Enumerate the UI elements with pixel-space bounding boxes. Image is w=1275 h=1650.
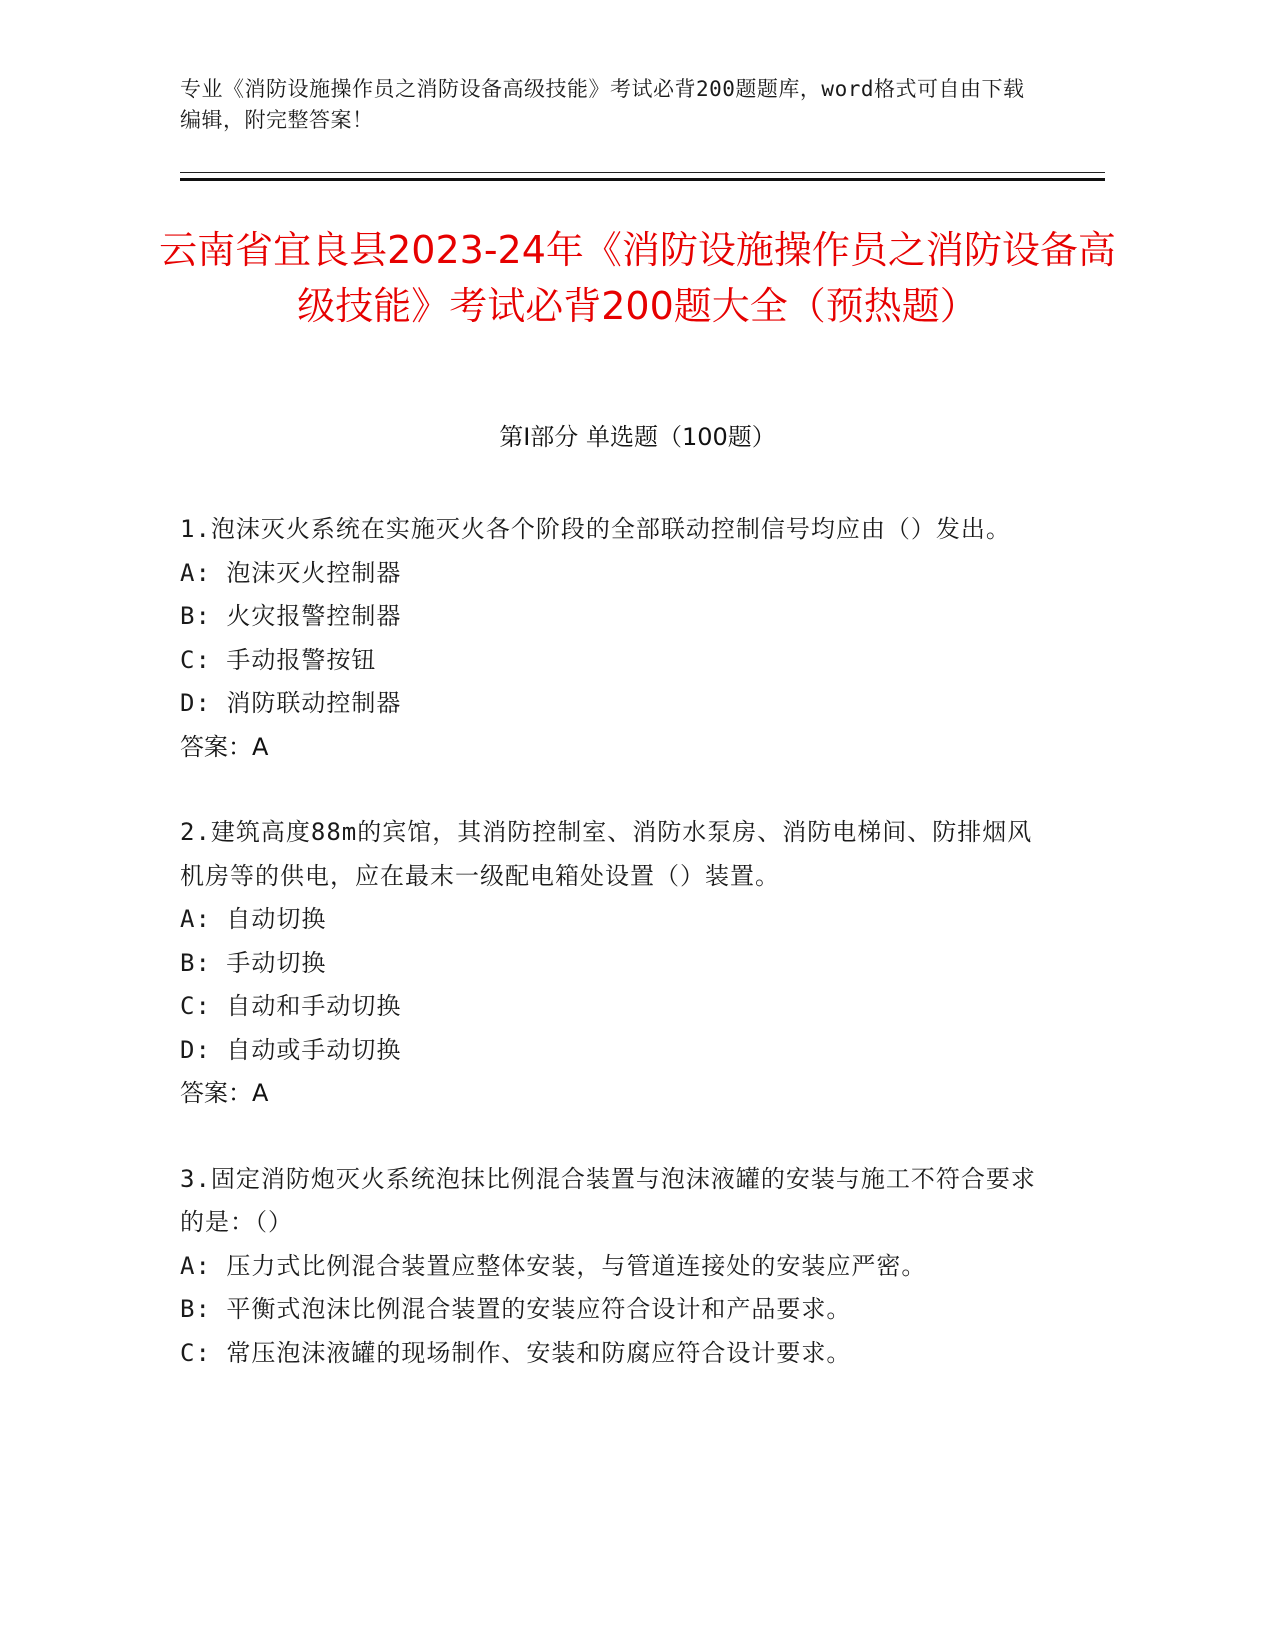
header-divider-thick — [180, 178, 1105, 181]
document-title: 云南省宜良县2023-24年《消防设施操作员之消防设备高级技能》考试必背200题大全（预热题） — [159, 228, 1116, 328]
answer-option: C: 手动报警按钮 — [180, 645, 377, 674]
answer-option: A: 自动切换 — [180, 905, 327, 933]
question-stem: 2.建筑高度88m的宾馆，其消防控制室、消防水泵房、消防电梯间、防排烟风机房等的供电，应在最末一级配电箱处设置（）装置。 — [180, 818, 1033, 890]
answer-option: A: 泡沫灭火控制器 — [180, 558, 402, 587]
question-block — [180, 508, 1040, 769]
answer-key: 答案：A — [180, 1079, 269, 1107]
question-stem: 3.固定消防炮灭火系统泡抹比例混合装置与泡沫液罐的安装与施工不符合要求的是：（） — [180, 1164, 1036, 1236]
answer-option: C: 常压泡沫液罐的现场制作、安装和防腐应符合设计要求。 — [180, 1338, 852, 1367]
answer-option: C: 自动和手动切换 — [180, 992, 402, 1020]
question-stem: 1.泡沫灭火系统在实施灭火各个阶段的全部联动控制信号均应由（）发出。 — [180, 515, 1011, 543]
question-block — [180, 811, 1040, 1116]
answer-key: 答案：A — [180, 732, 269, 761]
answer-option: D: 消防联动控制器 — [180, 689, 402, 717]
answer-option: B: 火灾报警控制器 — [180, 602, 402, 630]
question-block — [180, 1158, 1040, 1376]
answer-option: D: 自动或手动切换 — [180, 1035, 402, 1064]
answer-option: B: 平衡式泡沫比例混合装置的安装应符合设计和产品要求。 — [180, 1295, 852, 1323]
answer-option: A: 压力式比例混合装置应整体安装，与管道连接处的安装应严密。 — [180, 1251, 927, 1280]
question-list — [180, 508, 1040, 1417]
section-title: 第I部分 单选题（100题） — [499, 423, 776, 451]
answer-option: B: 手动切换 — [180, 948, 327, 977]
intro-text: 专业《消防设施操作员之消防设备高级技能》考试必背200题题库，word格式可自由下载编辑，附完整答案！ — [180, 77, 1025, 132]
header-divider-thin — [180, 172, 1105, 173]
